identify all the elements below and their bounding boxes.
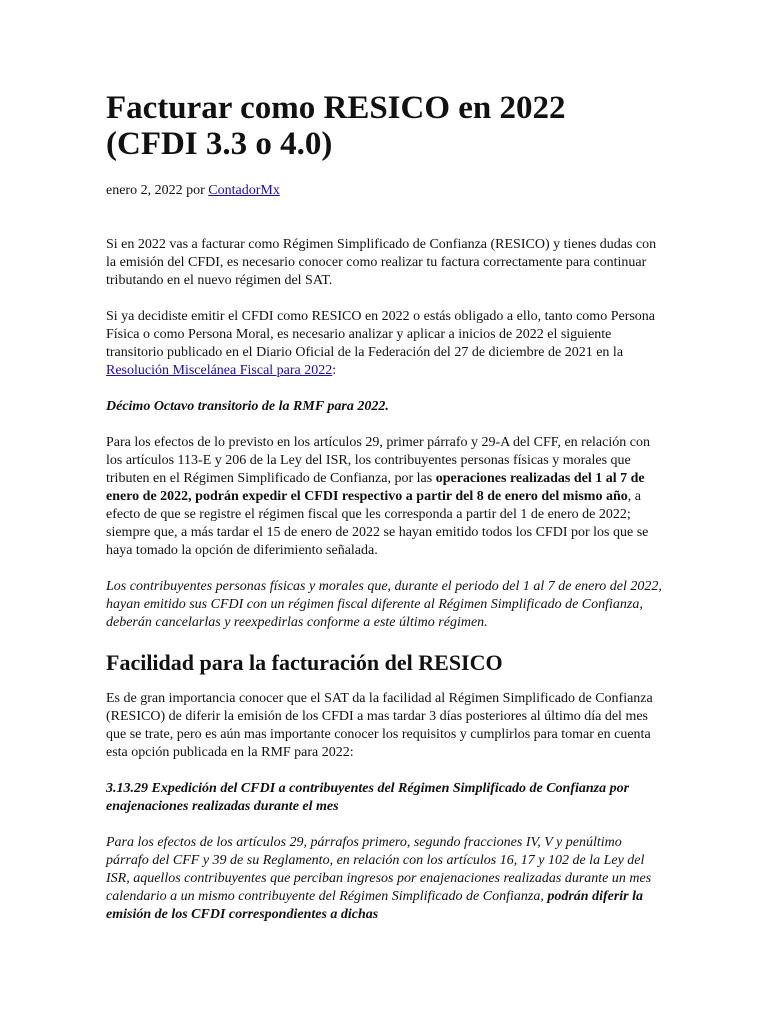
author-link[interactable]: ContadorMx — [208, 183, 280, 198]
paragraph-transitorio-text: Si ya decidiste emitir el CFDI como RESICO en 2022 o estás obligado a ello, tanto como Persona Física o como Persona Moral, es necesario analizar y aplicar a inicios de 2022 el siguiente transitorio publicado en el Diario Oficial de la Federación del 27 de diciembre de 2021 en la — [106, 309, 656, 360]
paragraph-transitorio-end: : — [332, 363, 337, 378]
paragraph-efectos-end: , a efecto de que se registre el régimen fiscal que les corresponda a partir del 1 de enero de 2022; siempre que, a más tardar el 15 de enero de 2022 se hayan emitido todos los CFDI por los que se haya tomado la opción de diferimiento señalada. — [106, 489, 649, 558]
paragraph-articulos — [106, 834, 662, 924]
subtitle-decimo-octavo: Décimo Octavo transitorio de la RMF para 2022. — [106, 399, 389, 414]
paragraph-articulos-bold: podrán diferir la emisión de los CFDI correspondientes a dichas — [106, 889, 644, 922]
paragraph-intro: Si en 2022 vas a facturar como Régimen Simplificado de Confianza (RESICO) y tienes dudas con la emisión del CFDI, es necesario conocer como realizar tu factura correctamente para continuar tributando en el nuevo régimen del SAT. — [106, 237, 657, 288]
paragraph-facilidad: Es de gran importancia conocer que el SAT da la facilidad al Régimen Simplificado de Confianza (RESICO) de diferir la emisión de los CFDI a mas tardar 3 días posteriores al último día del mes que se trate, pero es aún mas importante conocer los requisitos y cumplirlos para tomar en cuenta esta opción publicada en la RMF para 2022: — [106, 691, 653, 760]
article-title: Facturar como RESICO en 2022 (CFDI 3.3 o 4.0) — [106, 90, 566, 162]
paragraph-contribuyentes: Los contribuyentes personas físicas y morales que, durante el periodo del 1 al 7 de enero del 2022, hayan emitido sus CFDI con un régimen fiscal diferente al Régimen Simplificado de Confianza, deberán cancelarlas y reexpedirlas conforme a este último régimen. — [106, 579, 662, 630]
section-heading-facilidad: Facilidad para la facturación del RESICO — [106, 650, 503, 675]
article-byline — [106, 182, 662, 200]
paragraph-transitorio-intro — [106, 308, 662, 380]
article-date: enero 2, 2022 por — [106, 183, 209, 198]
article — [106, 90, 662, 924]
rmf-2022-link[interactable]: Resolución Miscelánea Fiscal para 2022 — [106, 363, 333, 378]
subtitle-3-13-29: 3.13.29 Expedición del CFDI a contribuyentes del Régimen Simplificado de Confianza por enajenaciones realizadas durante el mes — [106, 781, 630, 814]
paragraph-efectos — [106, 434, 662, 560]
paragraph-efectos-start: Para los efectos de lo previsto en los artículos 29, primer párrafo y 29-A del CFF, en relación con los artículos 113-E y 206 de la Ley del ISR, los contribuyentes personas físicas y morales que tributen en el Régimen Simplificado de Confianza, por las — [106, 435, 650, 486]
paragraph-articulos-text: Para los efectos de los artículos 29, párrafos primero, segundo fracciones IV, V y penúltimo párrafo del CFF y 39 de su Reglamento, en relación con los artículos 16, 17 y 102 de la Ley del ISR, aquellos contribuyentes que perciban ingresos por enajenaciones realizadas durante un mes calendario a un mismo contribuyente del Régimen Simplificado de Confianza, — [106, 835, 652, 904]
paragraph-efectos-bold: operaciones realizadas del 1 al 7 de enero de 2022, podrán expedir el CFDI respectivo a partir del 8 de enero del mismo año — [106, 471, 645, 504]
